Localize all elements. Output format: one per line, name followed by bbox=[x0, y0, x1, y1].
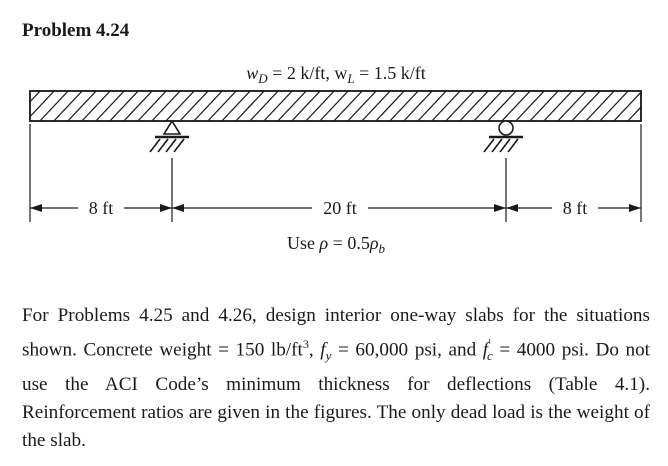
load-label: $w_D = 2$ k/ft, $w_L = 1.5$ k/ft bbox=[246, 63, 426, 86]
pin-support bbox=[150, 121, 189, 152]
dim-label-middle: 20 ft bbox=[323, 198, 357, 218]
hatch-line bbox=[640, 89, 668, 123]
roller-support bbox=[484, 121, 523, 152]
reinforcement-note: Use $\rho = 0.5\rho_b$ bbox=[287, 233, 385, 256]
dim-label-left: 8 ft bbox=[88, 198, 114, 218]
dim-label-right: 8 ft bbox=[562, 198, 588, 218]
problem-title: Problem 4.24 bbox=[22, 20, 130, 41]
hatch-line bbox=[654, 89, 668, 123]
slab-beam bbox=[10, 89, 668, 123]
problem-statement: For Problems 4.25 and 4.26, design interior one-way slabs for the situations shown. Concrete weight = 150 $lb/ft^3$, $f_y = 60,000$ psi, and $f'_c = 4000$ psi. Do not use the ACI Code’s minimum thickness for deflections (Table 4.1). Reinforcement ratios are given in the figures. The only dead load is the weight of the slab. bbox=[22, 305, 651, 452]
